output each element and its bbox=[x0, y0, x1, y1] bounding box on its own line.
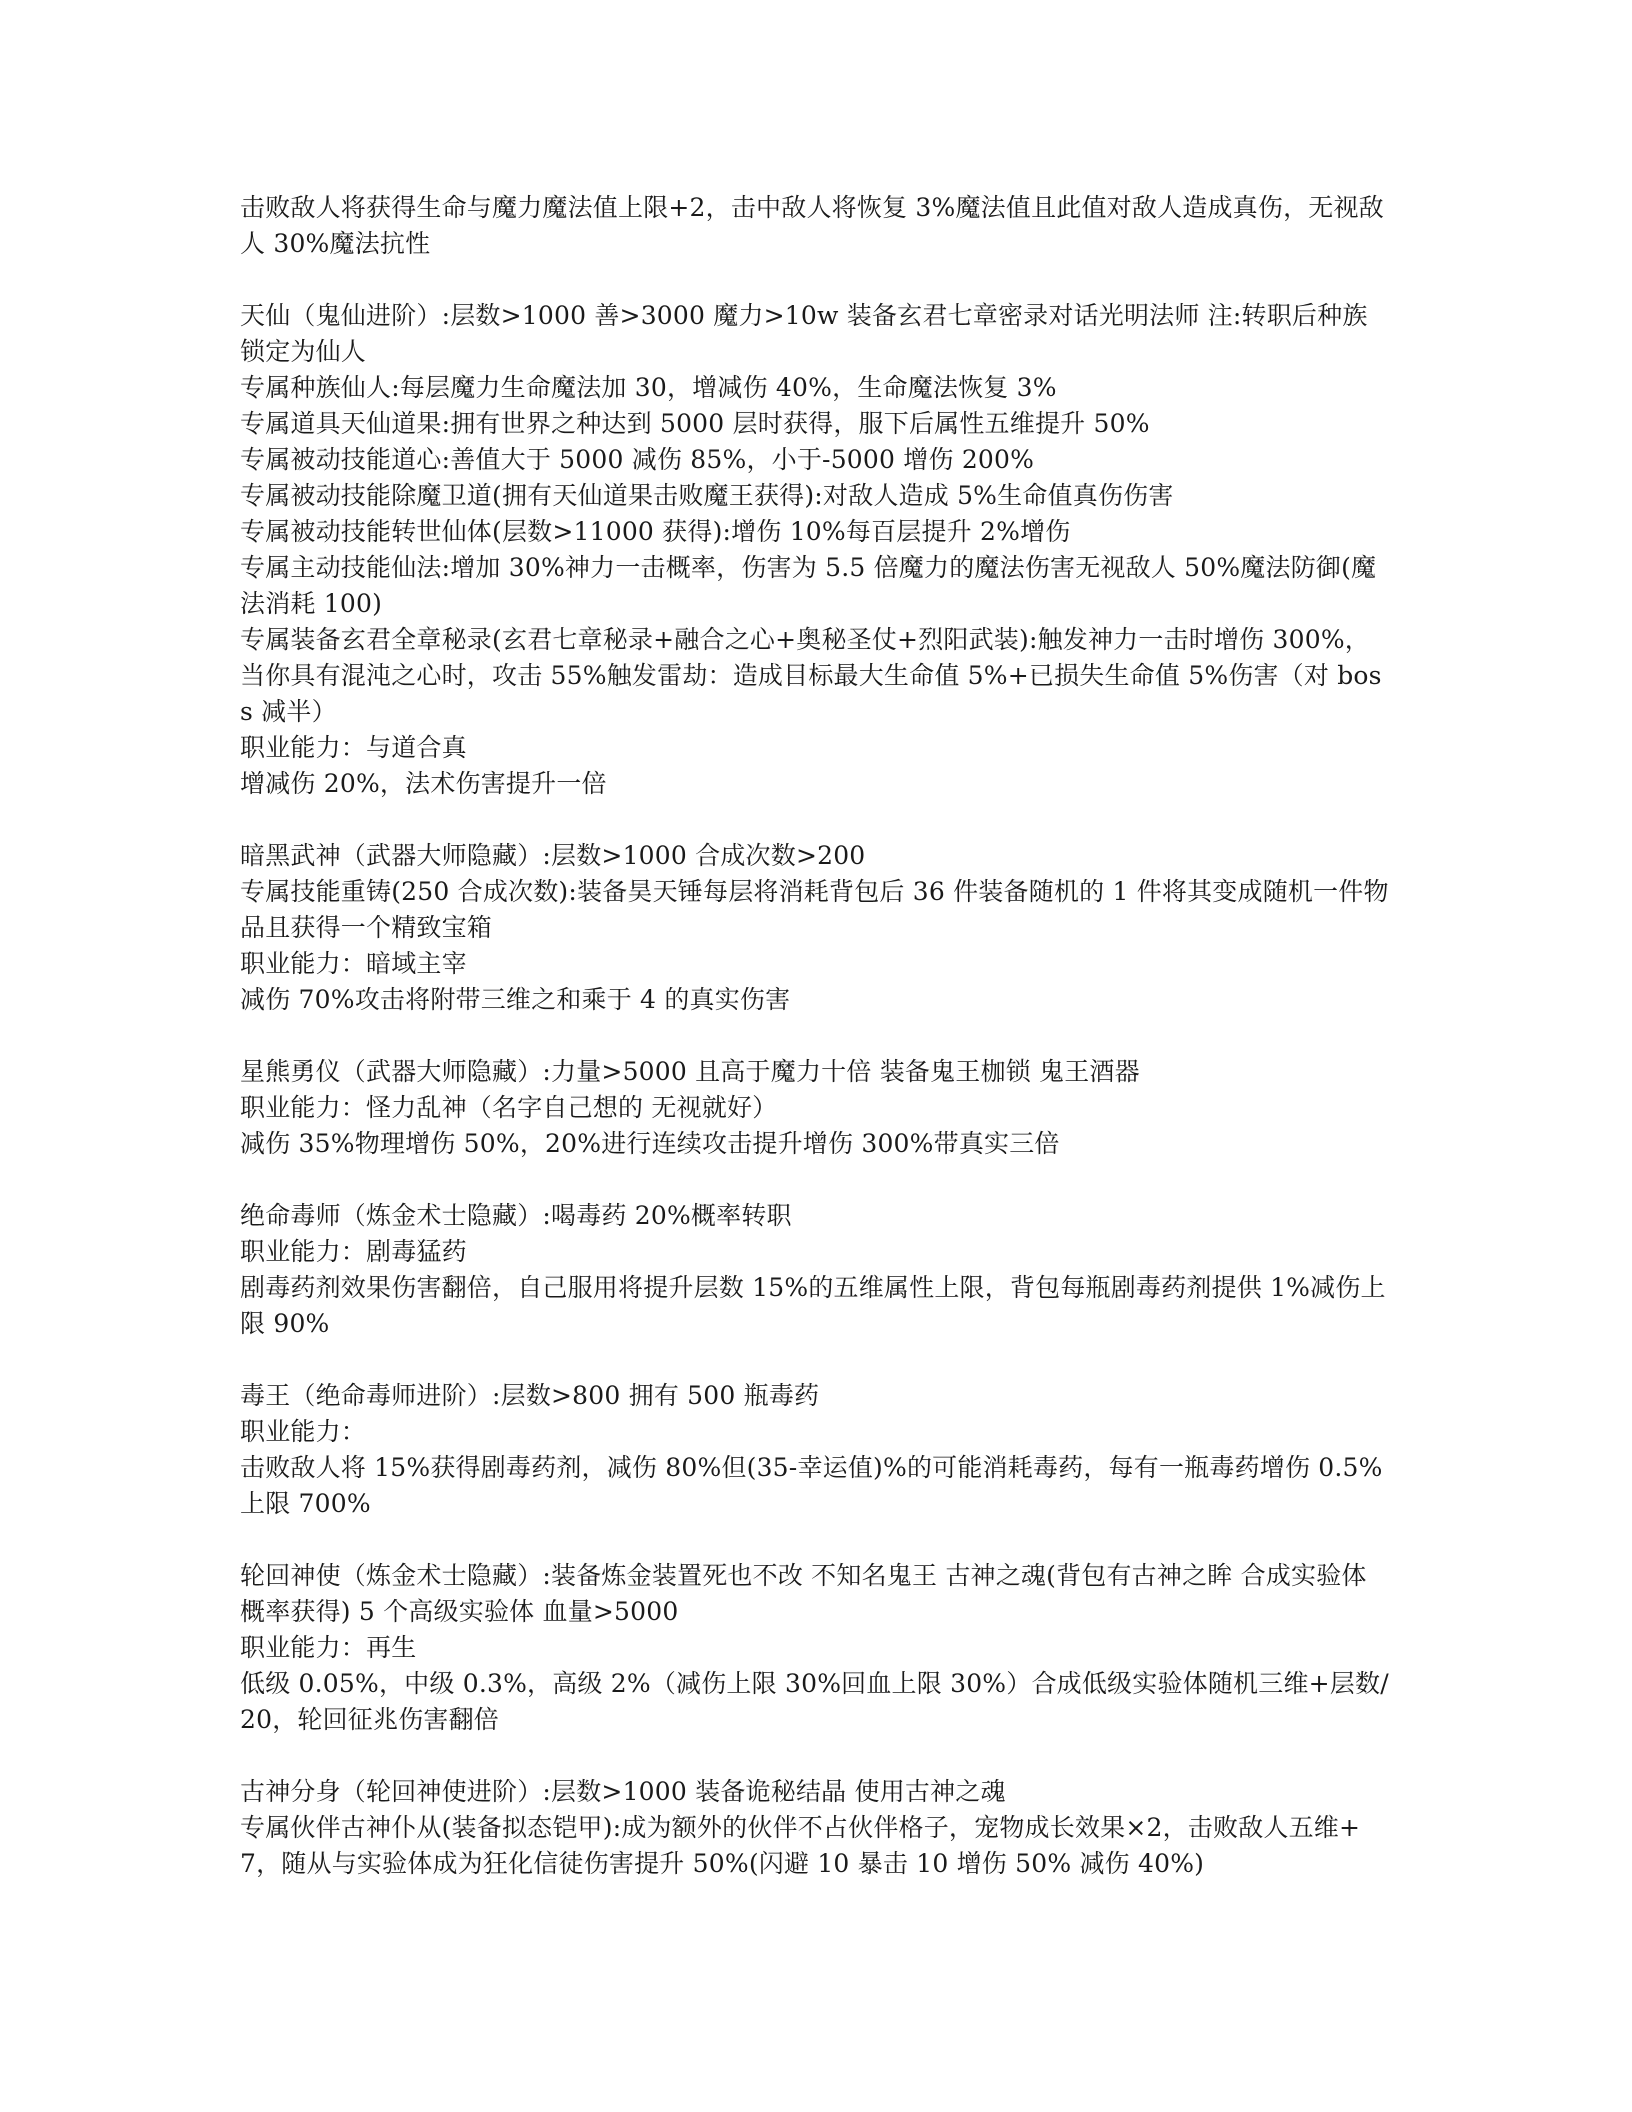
text-line: 增减伤 20%，法术伤害提升一倍 bbox=[240, 769, 607, 798]
text-line: 专属道具天仙道果:拥有世界之种达到 5000 层时获得，服下后属性五维提升 50% bbox=[240, 409, 1150, 438]
text-line: 职业能力：再生 bbox=[240, 1633, 417, 1662]
text-line: 职业能力：暗域主宰 bbox=[240, 949, 467, 978]
text-line: 减伤 35%物理增伤 50%，20%进行连续攻击提升增伤 300%带真实三倍 bbox=[240, 1129, 1060, 1158]
text-line: 剧毒药剂效果伤害翻倍，自己服用将提升层数 15%的五维属性上限，背包每瓶剧毒药剂提供 1%减伤上限 90% bbox=[240, 1273, 1386, 1338]
section-xingxiong-yongyi bbox=[240, 1054, 1390, 1162]
text-line: 职业能力： bbox=[240, 1417, 367, 1446]
text-line: 击败敌人将获得生命与魔力魔法值上限+2，击中敌人将恢复 3%魔法值且此值对敌人造成真伤，无视敌人 30%魔法抗性 bbox=[240, 193, 1384, 258]
text-line: 专属被动技能道心:善值大于 5000 减伤 85%，小于-5000 增伤 200% bbox=[240, 445, 1035, 474]
section-heading: 星熊勇仪（武器大师隐藏）:力量>5000 且高于魔力十倍 装备鬼王枷锁 鬼王酒器 bbox=[240, 1057, 1140, 1086]
section-lunhui-shenshi bbox=[240, 1558, 1390, 1738]
text-line: 低级 0.05%，中级 0.3%，高级 2%（减伤上限 30%回血上限 30%）合成低级实验体随机三维+层数/20，轮回征兆伤害翻倍 bbox=[240, 1669, 1389, 1734]
document-body bbox=[240, 190, 1390, 1882]
paragraph-kill-bonus bbox=[240, 190, 1390, 262]
section-heading: 古神分身（轮回神使进阶）:层数>1000 装备诡秘结晶 使用古神之魂 bbox=[240, 1777, 1006, 1806]
text-line: 专属伙伴古神仆从(装备拟态铠甲):成为额外的伙伴不占伙伴格子，宠物成长效果×2，击败敌人五维+7，随从与实验体成为狂化信徒伤害提升 50%(闪避 10 暴击 10 增伤 50% 减伤 40%) bbox=[240, 1813, 1361, 1878]
text-line: 专属主动技能仙法:增加 30%神力一击概率，伤害为 5.5 倍魔力的魔法伤害无视敌人 50%魔法防御(魔法消耗 100) bbox=[240, 553, 1377, 618]
text-line: 专属技能重铸(250 合成次数):装备昊天锤每层将消耗背包后 36 件装备随机的 1 件将其变成随机一件物品且获得一个精致宝箱 bbox=[240, 877, 1389, 942]
section-heading: 天仙（鬼仙进阶）:层数>1000 善>3000 魔力>10w 装备玄君七章密录对话光明法师 注:转职后种族锁定为仙人 bbox=[240, 301, 1368, 366]
section-duwang bbox=[240, 1378, 1390, 1522]
section-gushen-fenshen bbox=[240, 1774, 1390, 1882]
section-heading: 毒王（绝命毒师进阶）:层数>800 拥有 500 瓶毒药 bbox=[240, 1381, 820, 1410]
text-line: 专属装备玄君全章秘录(玄君七章秘录+融合之心+奥秘圣仗+烈阳武装):触发神力一击时增伤 300%，当你具有混沌之心时，攻击 55%触发雷劫：造成目标最大生命值 5%+已损失生命值 5%伤害（对 boss 减半） bbox=[240, 625, 1382, 726]
text-line: 专属被动技能转世仙体(层数>11000 获得):增伤 10%每百层提升 2%增伤 bbox=[240, 517, 1071, 546]
section-tianxian bbox=[240, 298, 1390, 802]
section-heading: 轮回神使（炼金术士隐藏）:装备炼金装置死也不改 不知名鬼王 古神之魂(背包有古神之眸 合成实验体概率获得) 5 个高级实验体 血量>5000 bbox=[240, 1561, 1367, 1626]
text-line: 职业能力：怪力乱神（名字自己想的 无视就好） bbox=[240, 1093, 778, 1122]
text-line: 击败敌人将 15%获得剧毒药剂，减伤 80%但(35-幸运值)%的可能消耗毒药，每有一瓶毒药增伤 0.5%上限 700% bbox=[240, 1453, 1383, 1518]
text-line: 减伤 70%攻击将附带三维之和乘于 4 的真实伤害 bbox=[240, 985, 791, 1014]
text-line: 专属种族仙人:每层魔力生命魔法加 30，增减伤 40%，生命魔法恢复 3% bbox=[240, 373, 1057, 402]
section-jueming-dushi bbox=[240, 1198, 1390, 1342]
section-anhei-wushen bbox=[240, 838, 1390, 1018]
text-line: 专属被动技能除魔卫道(拥有天仙道果击败魔王获得):对敌人造成 5%生命值真伤伤害 bbox=[240, 481, 1174, 510]
section-heading: 绝命毒师（炼金术士隐藏）:喝毒药 20%概率转职 bbox=[240, 1201, 792, 1230]
text-line: 职业能力：与道合真 bbox=[240, 733, 467, 762]
section-heading: 暗黑武神（武器大师隐藏）:层数>1000 合成次数>200 bbox=[240, 841, 866, 870]
text-line: 职业能力：剧毒猛药 bbox=[240, 1237, 467, 1266]
